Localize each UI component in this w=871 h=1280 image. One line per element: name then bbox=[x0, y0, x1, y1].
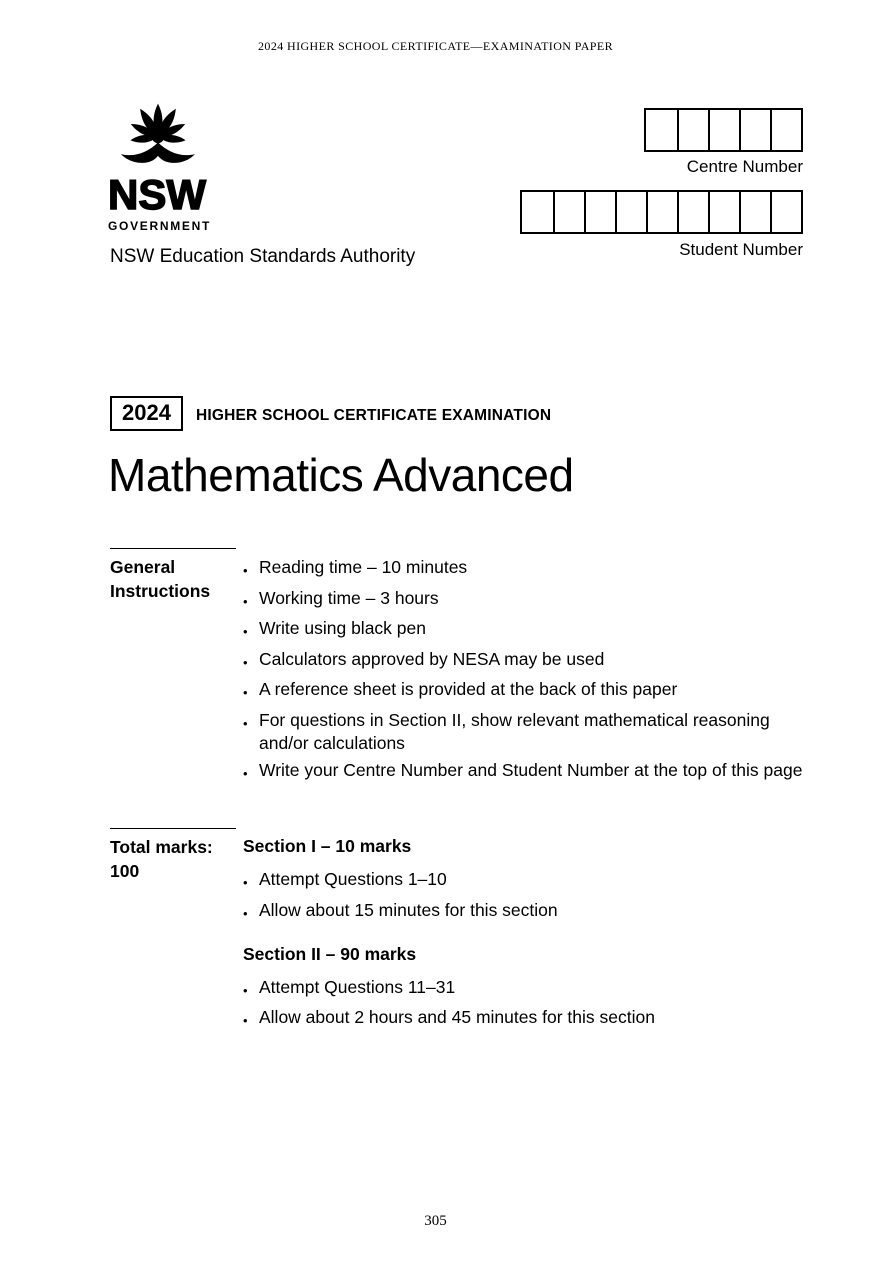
bullet-icon: • bbox=[243, 982, 248, 998]
bullet-icon: • bbox=[243, 685, 248, 700]
total-marks-label-line1: Total marks: bbox=[110, 837, 213, 857]
bullet-item bbox=[243, 899, 808, 925]
bullet-icon: • bbox=[243, 593, 248, 609]
bullet-item bbox=[243, 759, 808, 785]
bullet-icon: • bbox=[243, 624, 248, 639]
student-number-boxes bbox=[520, 190, 803, 234]
bullet-text: Reading time – 10 minutes bbox=[259, 557, 468, 577]
exam-heading-row bbox=[110, 396, 551, 431]
subject-title: Mathematics Advanced bbox=[108, 449, 574, 501]
bullet-item bbox=[243, 976, 808, 1002]
number-cell bbox=[646, 110, 677, 150]
total-marks-rule bbox=[110, 828, 236, 829]
bullet-icon: • bbox=[243, 654, 248, 670]
bullet-text: Write your Centre Number and Student Number at the top of this page bbox=[259, 760, 803, 780]
number-cell bbox=[739, 110, 770, 150]
bullet-item bbox=[243, 556, 808, 582]
marks-section bbox=[243, 835, 808, 925]
bullet-icon: • bbox=[243, 563, 248, 578]
bullet-text: Write using black pen bbox=[259, 618, 426, 638]
student-number-label: Student Number bbox=[679, 240, 803, 259]
exam-certificate-line: HIGHER SCHOOL CERTIFICATE EXAMINATION bbox=[195, 406, 552, 424]
bullet-icon: • bbox=[243, 715, 248, 731]
number-cell bbox=[553, 192, 584, 232]
marks-section bbox=[243, 943, 808, 1033]
number-cell bbox=[615, 192, 646, 232]
total-marks-label bbox=[110, 835, 213, 883]
logo-government-text: GOVERNMENT bbox=[108, 219, 212, 233]
bullet-item bbox=[243, 1006, 808, 1032]
number-cell bbox=[584, 192, 615, 232]
number-cell bbox=[677, 110, 708, 150]
centre-number-label: Centre Number bbox=[686, 157, 803, 176]
nsw-government-logo bbox=[108, 102, 228, 233]
bullet-text: Attempt Questions 11–31 bbox=[259, 976, 456, 997]
bullet-text: Calculators approved by NESA may be used bbox=[259, 648, 605, 669]
bullet-item bbox=[243, 648, 808, 674]
bullet-text: Allow about 15 minutes for this section bbox=[259, 899, 558, 920]
general-instructions-label bbox=[110, 555, 210, 603]
bullet-text: Attempt Questions 1–10 bbox=[259, 869, 447, 889]
general-instructions-list bbox=[243, 556, 808, 790]
page-number: 305 bbox=[424, 1213, 447, 1229]
general-instructions-label-line2: Instructions bbox=[110, 581, 211, 601]
bullet-icon: • bbox=[243, 875, 248, 890]
exam-year-badge: 2024 bbox=[110, 396, 183, 431]
logo-org-text: NSW bbox=[108, 171, 206, 218]
bullet-text: Allow about 2 hours and 45 minutes for this section bbox=[259, 1007, 655, 1027]
general-instructions-rule bbox=[110, 548, 236, 549]
general-instructions-label-line1: General bbox=[110, 557, 176, 577]
bullet-text: A reference sheet is provided at the back of this paper bbox=[259, 679, 678, 699]
bullet-icon: • bbox=[243, 766, 248, 781]
section-heading: Section II – 90 marks bbox=[243, 943, 417, 964]
number-cell bbox=[522, 192, 553, 232]
waratah-icon bbox=[108, 102, 228, 176]
bullet-item bbox=[243, 587, 808, 613]
number-cell bbox=[770, 110, 801, 150]
bullet-item bbox=[243, 709, 808, 755]
total-marks-label-line2: 100 bbox=[110, 861, 140, 881]
number-cell bbox=[708, 192, 739, 232]
centre-number-boxes bbox=[644, 108, 803, 152]
marks-sections bbox=[243, 835, 808, 1050]
bullet-item bbox=[243, 617, 808, 643]
number-cell bbox=[646, 192, 677, 232]
document-header: 2024 HIGHER SCHOOL CERTIFICATE—EXAMINATION PAPER bbox=[258, 39, 613, 53]
number-cell bbox=[739, 192, 770, 232]
bullet-icon: • bbox=[243, 1013, 248, 1028]
bullet-item bbox=[243, 678, 808, 704]
authority-name: NSW Education Standards Authority bbox=[110, 246, 416, 267]
bullet-text: For questions in Section II, show relevant mathematical reasoning and/or calculations bbox=[259, 709, 770, 753]
number-cell bbox=[770, 192, 801, 232]
bullet-item bbox=[243, 868, 808, 894]
section-heading: Section I – 10 marks bbox=[243, 836, 412, 856]
number-cell bbox=[708, 110, 739, 150]
bullet-icon: • bbox=[243, 905, 248, 921]
number-cell bbox=[677, 192, 708, 232]
bullet-text: Working time – 3 hours bbox=[259, 587, 439, 608]
